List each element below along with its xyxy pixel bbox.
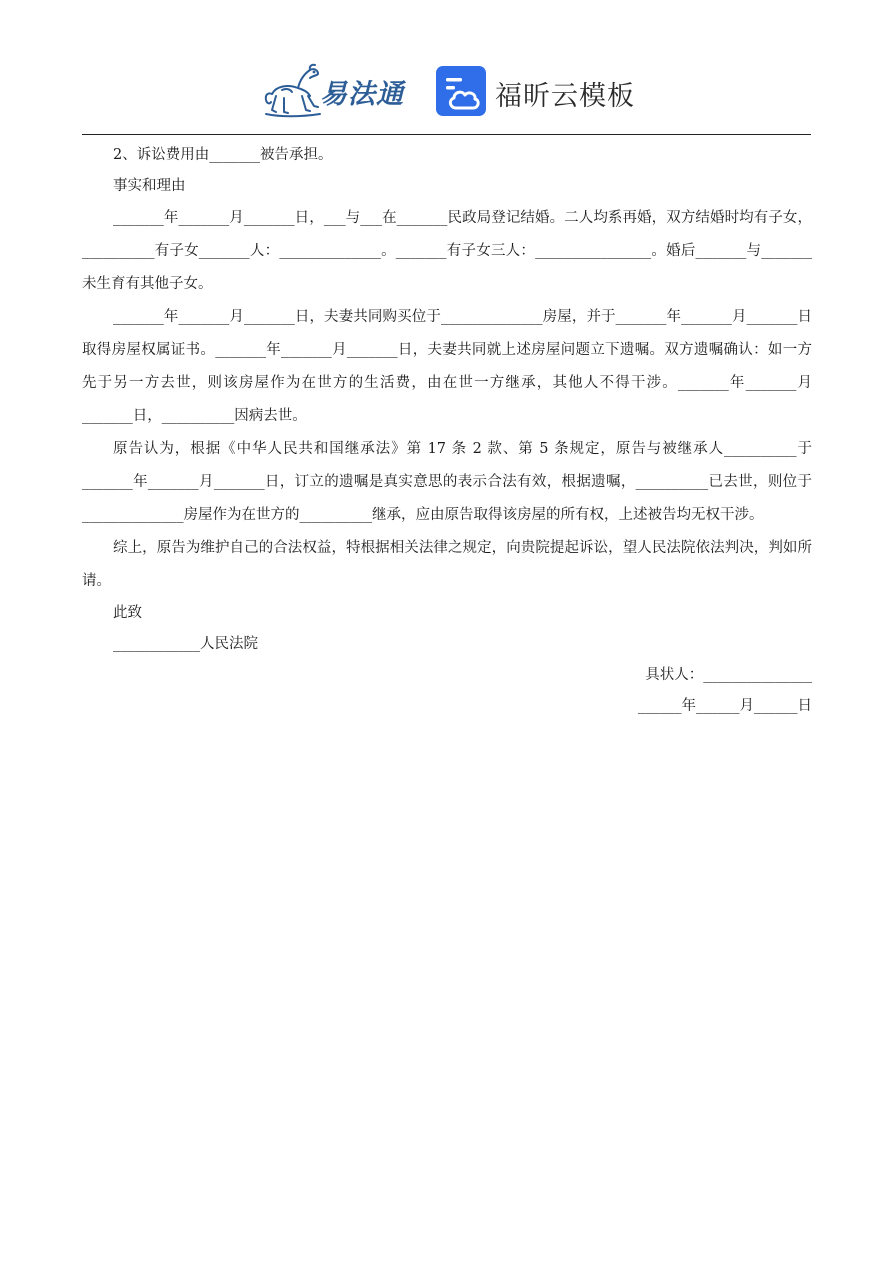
date-line: ______年______月______日 [638,698,812,714]
signature-line: 具状人：_______________ [645,667,812,683]
plaintiff-argument-paragraph: 原告认为，根据《中华人民共和国继承法》第 17 条 2 款、第 5 条规定，原告与被继承人__________于_______年_______月_______日，订立的遗嘱是真实意思的表示合法有效，根据遗嘱，__________已去世，则位于______________房屋作为在世方的__________继承，应由原告取得该房屋的所有权，上述被告均无权干涉。 [82,441,812,523]
facts-and-reasons-heading: 事实和理由 [113,178,186,194]
qilin-horse-icon [262,62,324,118]
conclusion-paragraph: 综上，原告为维护自己的合法权益，特根据相关法律之规定，向贵院提起诉讼，望人民法院依法判决，判如所请。 [82,540,812,589]
court-name-line: ____________人民法院 [113,636,258,652]
marriage-facts-paragraph: _______年_______月_______日，___与___在_______民政局登记结婚。二人均系再婚，双方结婚时均有子女，__________有子女_______人：______________。_______有子女三人：________________。婚后_______与_______未生育有其他子女。 [82,210,812,292]
cloud-document-icon [436,66,486,116]
yifatong-logo [262,62,412,118]
house-and-will-paragraph: _______年_______月_______日，夫妻共同购买位于______________房屋，并于_______年_______月_______日取得房屋权属证书。_______年_______月_______日，夫妻共同就上述房屋问题立下遗嘱。双方遗嘱确认：如一方先于另一方去世，则该房屋作为在世方的生活费，由在世一方继承，其他人不得干涉。_______年_______月_______日，__________因病去世。 [82,309,812,424]
complaint-document-body [82,140,812,722]
fuxin-cloud-template-text: 福昕云模板 [495,81,635,112]
litigation-cost-clause: 2、诉讼费用由_______被告承担。 [113,147,333,163]
yifatong-logo-text: 易法通 [320,79,404,110]
page-header [0,0,893,136]
salutation: 此致 [113,605,142,621]
header-divider [82,134,811,135]
fuxin-cloud-template-logo [436,66,636,118]
